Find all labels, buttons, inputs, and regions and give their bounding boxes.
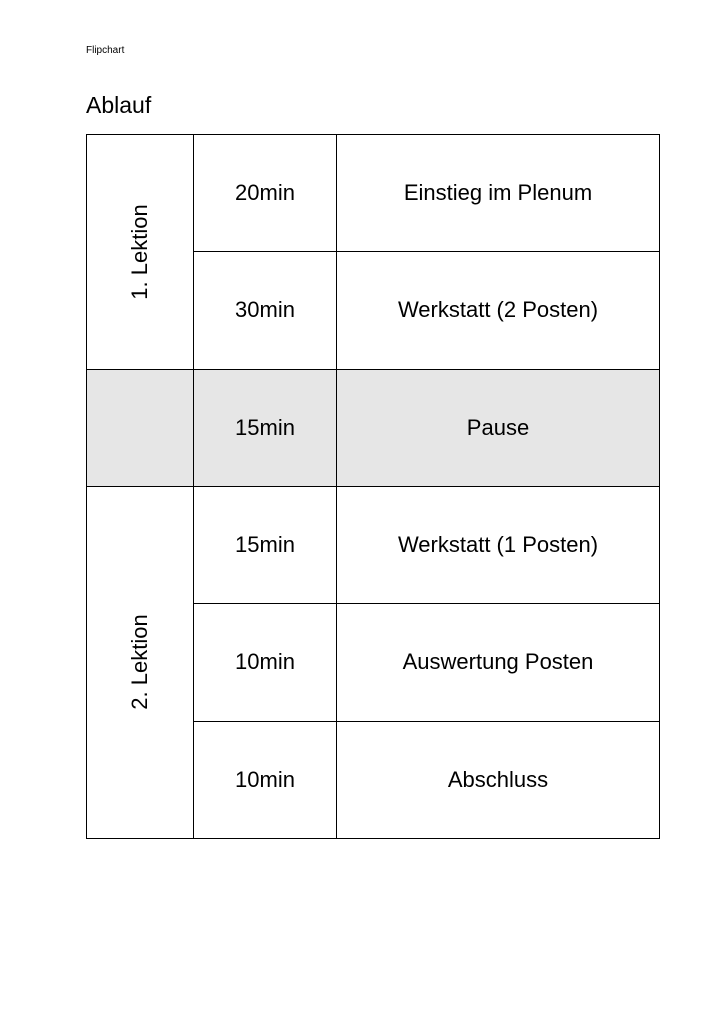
activity-cell: Einstieg im Plenum [337, 135, 660, 252]
activity-cell: Werkstatt (1 Posten) [337, 486, 660, 603]
lesson-2-label: 2. Lektion [127, 614, 152, 711]
schedule-table [86, 134, 660, 839]
activity-cell: Werkstatt (2 Posten) [337, 252, 660, 369]
activity-cell: Auswertung Posten [337, 604, 660, 721]
duration-cell: 20min [194, 135, 337, 252]
table-row-break [87, 369, 660, 486]
break-lesson-cell [87, 369, 194, 486]
header-label: Flipchart [86, 45, 125, 56]
duration-cell: 10min [194, 721, 337, 838]
duration-cell: 15min [194, 486, 337, 603]
duration-cell: 10min [194, 604, 337, 721]
duration-cell: 30min [194, 252, 337, 369]
table-row [87, 135, 660, 252]
activity-cell: Abschluss [337, 721, 660, 838]
duration-cell: 15min [194, 369, 337, 486]
page-title: Ablauf [86, 92, 152, 118]
lesson-2-cell [87, 486, 194, 838]
lesson-1-cell [87, 135, 194, 370]
table-row [87, 486, 660, 603]
lesson-1-label: 1. Lektion [127, 204, 152, 300]
activity-cell: Pause [337, 369, 660, 486]
